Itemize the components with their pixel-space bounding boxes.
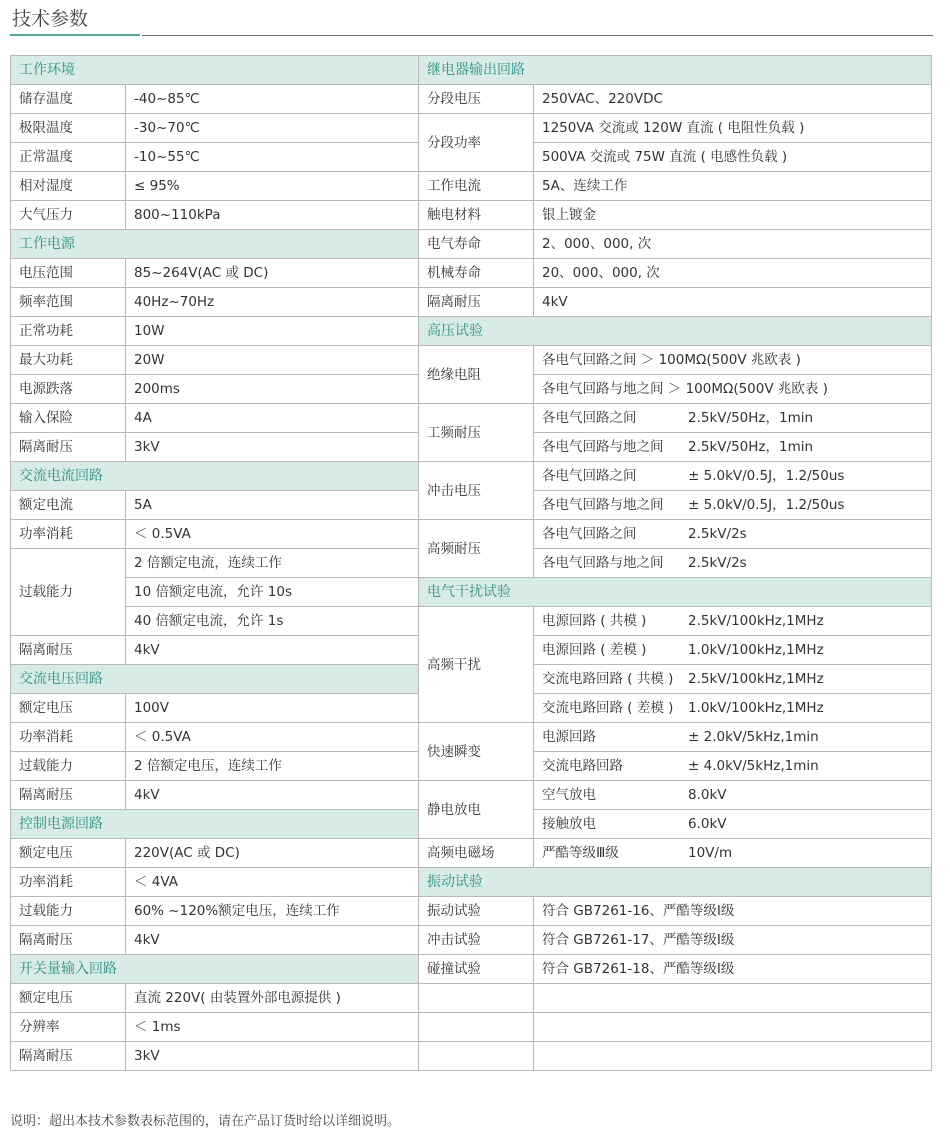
section-header: 电气干扰试验 <box>419 578 932 607</box>
test-value: 2.5kV/100kHz,1MHz <box>688 613 824 629</box>
param-value: 直流 220V( 由装置外部电源提供 ) <box>126 984 419 1013</box>
param-label: 过载能力 <box>11 897 126 926</box>
section-header: 开关量输入回路 <box>11 955 419 984</box>
param-value: 4kV <box>534 288 932 317</box>
section-header: 交流电流回路 <box>11 462 419 491</box>
param-value: -40~85℃ <box>126 85 419 114</box>
table-row <box>11 578 932 607</box>
test-condition: 各电气回路之间 <box>542 526 637 542</box>
table-row <box>11 462 932 491</box>
table-row <box>11 839 932 868</box>
param-value: ＜ 0.5VA <box>126 520 419 549</box>
footnote: 说明：超出本技术参数表标范围的，请在产品订货时给以详细说明。 <box>10 1114 401 1129</box>
param-value: 5A、连续工作 <box>534 172 932 201</box>
param-value <box>534 694 932 723</box>
param-label: 隔离耐压 <box>11 433 126 462</box>
param-value <box>534 520 932 549</box>
param-value: 4kV <box>126 926 419 955</box>
section-header: 振动试验 <box>419 868 932 897</box>
param-label: 振动试验 <box>419 897 534 926</box>
param-label: 输入保险 <box>11 404 126 433</box>
test-value: ± 2.0kV/5kHz,1min <box>688 729 819 745</box>
test-value: 6.0kV <box>688 816 727 832</box>
param-value <box>534 665 932 694</box>
param-value <box>534 404 932 433</box>
param-value: 2、000、000, 次 <box>534 230 932 259</box>
param-label: 大气压力 <box>11 201 126 230</box>
test-condition: 严酷等级Ⅲ级 <box>542 845 619 861</box>
table-row <box>11 114 932 143</box>
param-value: ＜ 0.5VA <box>126 723 419 752</box>
param-label: 额定电压 <box>11 839 126 868</box>
test-condition: 接触放电 <box>542 816 596 832</box>
table-row <box>11 897 932 926</box>
table-row <box>11 781 932 810</box>
param-value: 4A <box>126 404 419 433</box>
param-label: 额定电压 <box>11 694 126 723</box>
param-value <box>534 491 932 520</box>
table-row <box>11 346 932 375</box>
param-label: 过载能力 <box>11 752 126 781</box>
test-condition: 各电气回路与地之间 <box>542 555 664 571</box>
param-value: 4kV <box>126 781 419 810</box>
test-condition: 各电气回路之间 <box>542 468 637 484</box>
table-row <box>11 607 932 636</box>
param-label: 正常温度 <box>11 143 126 172</box>
param-label: 相对湿度 <box>11 172 126 201</box>
param-label: 功率消耗 <box>11 723 126 752</box>
param-label: 隔离耐压 <box>11 636 126 665</box>
param-value: ＜ 1ms <box>126 1013 419 1042</box>
param-value: 各电气回路与地之间 ＞ 100MΩ(500V 兆欧表 ) <box>534 375 932 404</box>
test-value: ± 4.0kV/5kHz,1min <box>688 758 819 774</box>
test-value: 1.0kV/100kHz,1MHz <box>688 700 824 716</box>
test-value: 10V/m <box>688 845 733 861</box>
test-condition: 各电气回路与地之间 <box>542 439 664 455</box>
section-header: 继电器输出回路 <box>419 56 932 85</box>
test-condition: 空气放电 <box>542 787 596 803</box>
test-value: 2.5kV/50Hz，1min <box>688 439 814 455</box>
section-header: 工作环境 <box>11 56 419 85</box>
param-label: 碰撞试验 <box>419 955 534 984</box>
param-value <box>534 549 932 578</box>
param-value: 符合 GB7261-17、严酷等级Ⅰ级 <box>534 926 932 955</box>
param-label: 过载能力 <box>11 549 126 636</box>
param-value <box>534 839 932 868</box>
param-value: 220V(AC 或 DC) <box>126 839 419 868</box>
param-value: 60% ~120%额定电压，连续工作 <box>126 897 419 926</box>
empty-cell <box>534 1013 932 1042</box>
param-value <box>534 607 932 636</box>
param-value: 2 倍额定电压，连续工作 <box>126 752 419 781</box>
empty-cell <box>534 1042 932 1071</box>
title-rule <box>142 35 933 36</box>
param-label: 分段功率 <box>419 114 534 172</box>
param-label: 机械寿命 <box>419 259 534 288</box>
param-label: 极限温度 <box>11 114 126 143</box>
param-label: 隔离耐压 <box>419 288 534 317</box>
param-value <box>534 781 932 810</box>
param-value: 1250VA 交流或 120W 直流 ( 电阻性负载 ) <box>534 114 932 143</box>
test-condition: 电源回路 ( 差模 ) <box>542 642 647 658</box>
param-value: -30~70℃ <box>126 114 419 143</box>
param-value: 3kV <box>126 433 419 462</box>
param-value: 500VA 交流或 75W 直流 ( 电感性负载 ) <box>534 143 932 172</box>
test-value: 8.0kV <box>688 787 727 803</box>
param-label: 冲击试验 <box>419 926 534 955</box>
table-row <box>11 984 932 1013</box>
param-label: 功率消耗 <box>11 868 126 897</box>
param-label: 正常功耗 <box>11 317 126 346</box>
param-value: 符合 GB7261-18、严酷等级Ⅰ级 <box>534 955 932 984</box>
param-label: 频率范围 <box>11 288 126 317</box>
param-value: 800~110kPa <box>126 201 419 230</box>
spec-table-body <box>11 56 932 1071</box>
table-row <box>11 868 932 897</box>
table-row <box>11 317 932 346</box>
page-title: 技术参数 <box>12 8 89 30</box>
param-value <box>534 723 932 752</box>
section-header: 工作电源 <box>11 230 419 259</box>
test-value: ± 5.0kV/0.5J，1.2/50us <box>688 468 845 484</box>
param-value: -10~55℃ <box>126 143 419 172</box>
param-label: 分段电压 <box>419 85 534 114</box>
param-label: 工频耐压 <box>419 404 534 462</box>
empty-cell <box>534 984 932 1013</box>
param-label: 高频电磁场 <box>419 839 534 868</box>
param-value <box>534 636 932 665</box>
param-value <box>534 752 932 781</box>
param-label: 触电材料 <box>419 201 534 230</box>
title-accent-line <box>10 34 140 36</box>
param-label: 静电放电 <box>419 781 534 839</box>
test-value: 2.5kV/2s <box>688 526 747 542</box>
section-header: 交流电压回路 <box>11 665 419 694</box>
param-value: 2 倍额定电流，连续工作 <box>126 549 419 578</box>
param-label: 电压范围 <box>11 259 126 288</box>
param-value: ≤ 95% <box>126 172 419 201</box>
table-row <box>11 85 932 114</box>
table-row <box>11 1013 932 1042</box>
test-condition: 电源回路 ( 共模 ) <box>542 613 647 629</box>
param-value: 250VAC、220VDC <box>534 85 932 114</box>
param-label: 隔离耐压 <box>11 1042 126 1071</box>
param-value: 20W <box>126 346 419 375</box>
section-header: 高压试验 <box>419 317 932 346</box>
param-label: 电气寿命 <box>419 230 534 259</box>
param-value <box>534 433 932 462</box>
empty-cell <box>419 984 534 1013</box>
param-value: ＜ 4VA <box>126 868 419 897</box>
param-value: 4kV <box>126 636 419 665</box>
param-value: 符合 GB7261-16、严酷等级Ⅰ级 <box>534 897 932 926</box>
param-value: 40Hz~70Hz <box>126 288 419 317</box>
test-value: 1.0kV/100kHz,1MHz <box>688 642 824 658</box>
test-value: 2.5kV/2s <box>688 555 747 571</box>
table-row <box>11 259 932 288</box>
param-label: 储存温度 <box>11 85 126 114</box>
test-value: ± 5.0kV/0.5J，1.2/50us <box>688 497 845 513</box>
test-condition: 各电气回路之间 <box>542 410 637 426</box>
table-row <box>11 172 932 201</box>
param-value: 10 倍额定电流，允许 10s <box>126 578 419 607</box>
table-row <box>11 404 932 433</box>
param-label: 冲击电压 <box>419 462 534 520</box>
param-value: 20、000、000, 次 <box>534 259 932 288</box>
param-value: 各电气回路之间 ＞ 100MΩ(500V 兆欧表 ) <box>534 346 932 375</box>
table-row <box>11 201 932 230</box>
param-label: 分辨率 <box>11 1013 126 1042</box>
table-row <box>11 1042 932 1071</box>
table-row <box>11 926 932 955</box>
param-label: 隔离耐压 <box>11 781 126 810</box>
test-condition: 各电气回路与地之间 <box>542 497 664 513</box>
param-label: 高频耐压 <box>419 520 534 578</box>
empty-cell <box>419 1042 534 1071</box>
param-value: 银上镀金 <box>534 201 932 230</box>
param-label: 额定电压 <box>11 984 126 1013</box>
param-value <box>534 462 932 491</box>
param-value: 200ms <box>126 375 419 404</box>
param-label: 高频干扰 <box>419 607 534 723</box>
empty-cell <box>419 1013 534 1042</box>
table-row <box>11 288 932 317</box>
test-condition: 交流电路回路 <box>542 758 623 774</box>
param-label: 电源跌落 <box>11 375 126 404</box>
param-value <box>534 810 932 839</box>
section-header: 控制电源回路 <box>11 810 419 839</box>
param-label: 功率消耗 <box>11 520 126 549</box>
table-row <box>11 520 932 549</box>
param-label: 隔离耐压 <box>11 926 126 955</box>
test-value: 2.5kV/100kHz,1MHz <box>688 671 824 687</box>
test-condition: 交流电路回路 ( 差模 ) <box>542 700 674 716</box>
test-value: 2.5kV/50Hz，1min <box>688 410 814 426</box>
param-label: 绝缘电阻 <box>419 346 534 404</box>
table-row <box>11 955 932 984</box>
spec-table <box>10 55 932 1071</box>
param-value: 100V <box>126 694 419 723</box>
test-condition: 交流电路回路 ( 共模 ) <box>542 671 674 687</box>
param-label: 工作电流 <box>419 172 534 201</box>
param-label: 快速瞬变 <box>419 723 534 781</box>
param-value: 5A <box>126 491 419 520</box>
test-condition: 电源回路 <box>542 729 596 745</box>
param-label: 最大功耗 <box>11 346 126 375</box>
table-row <box>11 723 932 752</box>
param-value: 85~264V(AC 或 DC) <box>126 259 419 288</box>
table-row <box>11 56 932 85</box>
param-value: 40 倍额定电流，允许 1s <box>126 607 419 636</box>
table-row <box>11 230 932 259</box>
param-value: 10W <box>126 317 419 346</box>
param-value: 3kV <box>126 1042 419 1071</box>
param-label: 额定电流 <box>11 491 126 520</box>
